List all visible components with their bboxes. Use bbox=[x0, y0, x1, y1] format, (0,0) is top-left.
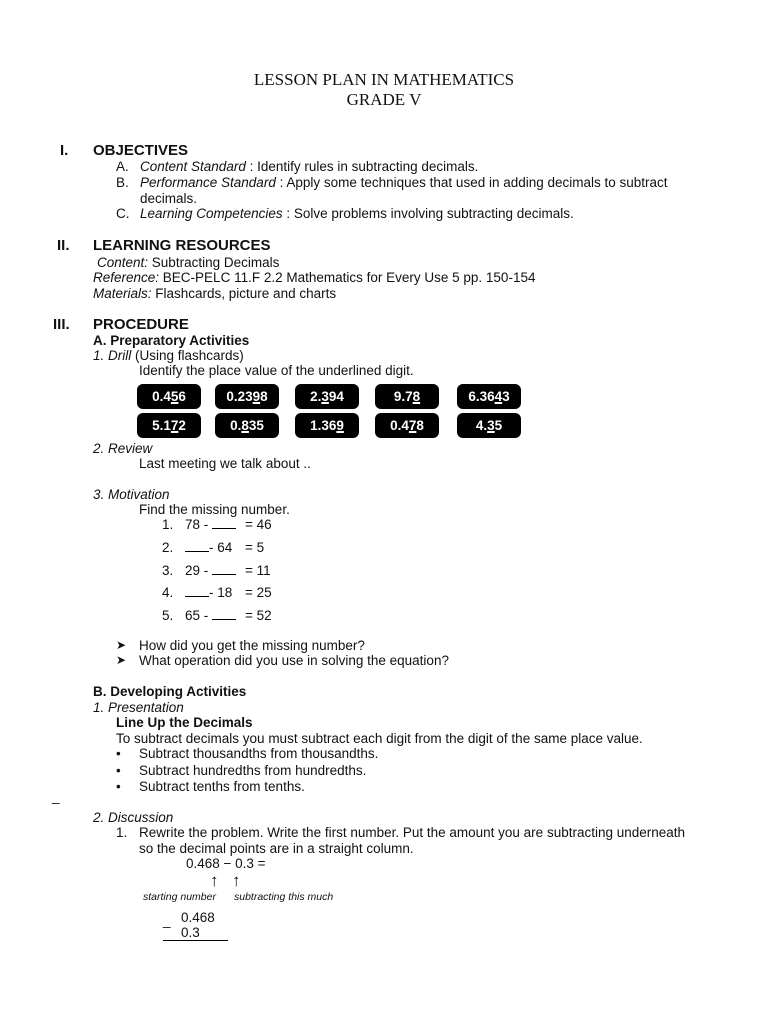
flashcard-digits: 35 bbox=[248, 418, 264, 433]
problem-expression bbox=[185, 585, 232, 600]
problem-result: = 52 bbox=[245, 608, 272, 623]
flashcard bbox=[216, 414, 278, 437]
flashcard-digits: 6.36 bbox=[468, 389, 495, 404]
preparatory-activities-heading: A. Preparatory Activities bbox=[93, 333, 250, 348]
problem-number: 3. bbox=[162, 563, 174, 578]
flashcard-underlined-digit: 3 bbox=[487, 418, 495, 433]
flashcard bbox=[138, 414, 200, 437]
flashcard bbox=[296, 385, 358, 408]
bullet-text: Subtract hundredths from hundredths. bbox=[139, 763, 367, 778]
starting-number-label: starting number bbox=[143, 891, 216, 903]
resources-content bbox=[97, 255, 279, 270]
problem-number: 5. bbox=[162, 608, 174, 623]
flashcard bbox=[376, 385, 438, 408]
discussion-label: 2. Discussion bbox=[93, 810, 174, 825]
subtracting-label: subtracting this much bbox=[234, 891, 334, 903]
objective-b-label: Performance Standard bbox=[140, 175, 276, 190]
drill-instruction: Identify the place value of the underlined digit. bbox=[139, 363, 414, 378]
drill-label: 1. Drill bbox=[93, 348, 132, 363]
problem-left: - 64 bbox=[209, 540, 233, 555]
flashcard bbox=[376, 414, 438, 437]
problem-expression bbox=[185, 540, 232, 555]
problem-left: 78 - bbox=[185, 517, 213, 532]
flashcard-digits: 8 bbox=[260, 389, 268, 404]
objective-c-text: : Solve problems involving subtracting decimals. bbox=[282, 206, 574, 221]
answer-blank bbox=[212, 564, 236, 575]
flashcard-digits: 9.7 bbox=[393, 389, 413, 404]
arrow-bullet-icon: ➤ bbox=[116, 653, 127, 667]
flashcard-digits: 3 bbox=[502, 389, 510, 404]
objective-b-text: : Apply some techniques that used in adding decimals to subtract bbox=[275, 175, 668, 190]
flashcard-digits: 2. bbox=[310, 389, 322, 404]
resources-materials bbox=[93, 286, 336, 301]
problem-left: 65 - bbox=[185, 608, 213, 623]
resources-materials-label: Materials: bbox=[93, 286, 152, 301]
answer-blank bbox=[185, 586, 209, 597]
flashcard-digits: 4. bbox=[475, 418, 488, 433]
problem-expression bbox=[185, 563, 236, 578]
objective-a-text: : Identify rules in subtracting decimals. bbox=[245, 159, 479, 174]
objective-letter-c: C. bbox=[116, 206, 130, 221]
flashcard-underlined-digit: 5 bbox=[170, 389, 179, 404]
problem-number: 4. bbox=[162, 585, 174, 600]
bullet-text: Subtract tenths from tenths. bbox=[139, 779, 305, 794]
discussion-line: so the decimal points are in a straight column. bbox=[139, 841, 414, 856]
bullet-text: Subtract thousandths from thousandths. bbox=[139, 746, 379, 761]
flashcard-digits: 1.36 bbox=[310, 418, 337, 433]
resources-reference-label: Reference: bbox=[93, 270, 160, 285]
review-text: Last meeting we talk about .. bbox=[139, 456, 311, 471]
minuend: 0.468 bbox=[181, 910, 215, 925]
flashcard-underlined-digit: 8 bbox=[241, 418, 249, 433]
up-arrow-icon: ↑ bbox=[210, 871, 219, 890]
lineup-text: To subtract decimals you must subtract each digit from the digit of the same place value. bbox=[116, 731, 643, 746]
flashcard-digits: 0.23 bbox=[226, 389, 253, 404]
up-arrow-icon: ↑ bbox=[232, 871, 241, 890]
minus-sign: _ bbox=[163, 913, 171, 928]
question-text: How did you get the missing number? bbox=[139, 638, 365, 653]
resources-reference bbox=[93, 270, 535, 285]
resources-reference-text: BEC-PELC 11.F 2.2 Mathematics for Every Use 5 pp. 150-154 bbox=[159, 270, 536, 285]
section-number-resources: II. bbox=[57, 237, 70, 254]
flashcard-digits: 0.4 bbox=[152, 389, 171, 404]
review-label: 2. Review bbox=[93, 441, 153, 456]
flashcard bbox=[216, 385, 278, 408]
arrow-bullet-icon: ➤ bbox=[116, 638, 127, 652]
stray-mark: _ bbox=[52, 789, 60, 804]
page-subtitle: GRADE V bbox=[346, 90, 422, 109]
problem-result: = 25 bbox=[245, 585, 272, 600]
flashcard-underlined-digit: 9 bbox=[252, 389, 261, 404]
question-text: What operation did you use in solving the equation? bbox=[139, 653, 449, 668]
problem-expression bbox=[185, 608, 236, 623]
flashcard-digits: 94 bbox=[328, 389, 344, 404]
equation: 0.468 − 0.3 = bbox=[186, 856, 266, 871]
flashcard-underlined-digit: 7 bbox=[408, 418, 417, 433]
objective-letter-a: A. bbox=[116, 159, 129, 174]
motivation-instruction: Find the missing number. bbox=[139, 502, 290, 517]
answer-blank bbox=[185, 541, 209, 552]
problem-result: = 11 bbox=[245, 563, 271, 578]
section-title-resources: LEARNING RESOURCES bbox=[93, 237, 271, 254]
resources-content-label: Content: bbox=[97, 255, 149, 270]
section-number-objectives: I. bbox=[60, 142, 69, 159]
flashcard-digits: 0.4 bbox=[390, 418, 409, 433]
flashcard-digits: 5.1 bbox=[152, 418, 171, 433]
objective-a-label: Content Standard bbox=[140, 159, 246, 174]
flashcard-underlined-digit: 7 bbox=[170, 418, 179, 433]
objective-letter-b: B. bbox=[116, 175, 129, 190]
motivation-label: 3. Motivation bbox=[93, 487, 170, 502]
problem-left: 29 - bbox=[185, 563, 213, 578]
objective-c bbox=[140, 206, 574, 221]
resources-materials-text: Flashcards, picture and charts bbox=[151, 286, 337, 301]
flashcard bbox=[458, 414, 520, 437]
section-title-objectives: OBJECTIVES bbox=[93, 142, 189, 159]
flashcard-underlined-digit: 8 bbox=[412, 389, 421, 404]
problem-left: - 18 bbox=[209, 585, 233, 600]
subtrahend: 0.3 bbox=[181, 925, 200, 940]
presentation-label: 1. Presentation bbox=[93, 700, 184, 715]
flashcard-digits: 5 bbox=[494, 418, 503, 433]
page-title: LESSON PLAN IN MATHEMATICS bbox=[253, 70, 515, 89]
objective-c-label: Learning Competencies bbox=[140, 206, 283, 221]
flashcard-digits: 8 bbox=[416, 418, 424, 433]
resources-content-text: Subtracting Decimals bbox=[148, 255, 280, 270]
objective-b-continued: decimals. bbox=[140, 191, 198, 206]
subtraction-line bbox=[163, 940, 228, 941]
bullet-icon: • bbox=[116, 763, 121, 778]
section-title-procedure: PROCEDURE bbox=[93, 316, 189, 333]
flashcard-digits: 0. bbox=[230, 418, 242, 433]
discussion-line: Rewrite the problem. Write the first number. Put the amount you are subtracting underneath bbox=[139, 825, 686, 840]
problem-result: = 46 bbox=[245, 517, 272, 532]
section-number-procedure: III. bbox=[53, 316, 70, 333]
objective-b bbox=[140, 175, 668, 190]
problem-result: = 5 bbox=[245, 540, 265, 555]
drill-heading bbox=[93, 348, 244, 363]
drill-note: (Using flashcards) bbox=[131, 348, 244, 363]
flashcard bbox=[296, 414, 358, 437]
flashcard-underlined-digit: 9 bbox=[336, 418, 344, 433]
answer-blank bbox=[212, 518, 236, 529]
problem-number: 2. bbox=[162, 540, 174, 555]
answer-blank bbox=[212, 609, 236, 620]
bullet-icon: • bbox=[116, 779, 121, 794]
developing-activities-heading: B. Developing Activities bbox=[93, 684, 247, 699]
discussion-item-number: 1. bbox=[116, 825, 128, 840]
flashcard-digits: 6 bbox=[178, 389, 186, 404]
flashcard-digits: 2 bbox=[178, 418, 186, 433]
flashcard-underlined-digit: 3 bbox=[321, 389, 329, 404]
problem-number: 1. bbox=[162, 517, 174, 532]
bullet-icon: • bbox=[116, 746, 121, 761]
flashcard-underlined-digit: 4 bbox=[494, 389, 503, 404]
objective-a bbox=[140, 159, 478, 174]
problem-expression bbox=[185, 517, 236, 532]
lineup-heading: Line Up the Decimals bbox=[116, 715, 253, 730]
flashcard bbox=[138, 385, 200, 408]
flashcard bbox=[458, 385, 520, 408]
